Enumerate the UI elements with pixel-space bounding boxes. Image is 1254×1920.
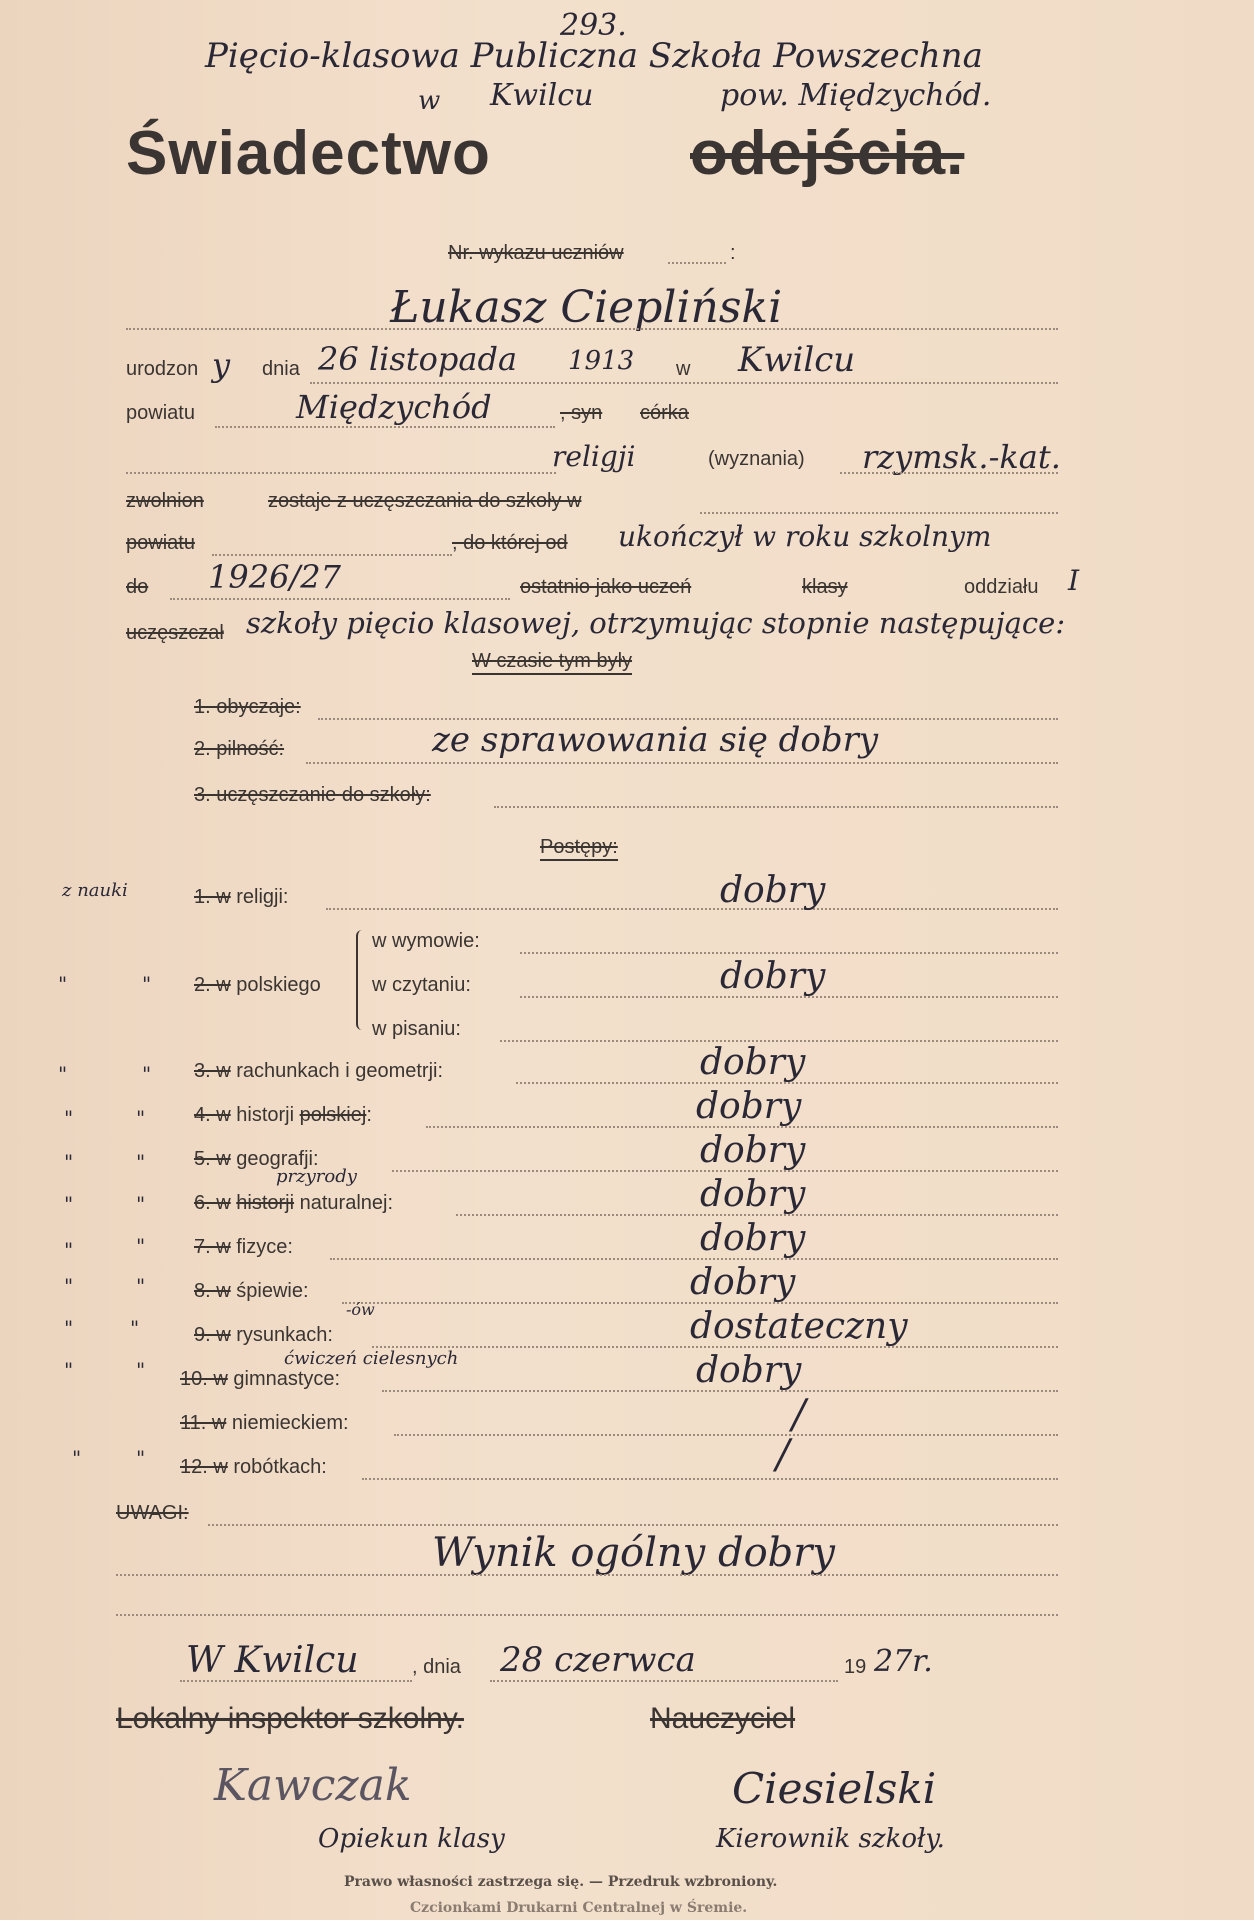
birth-place: Kwilcu	[738, 340, 856, 380]
grade-fizyce: dobry	[700, 1218, 806, 1259]
ditto-mark: "	[136, 1192, 146, 1216]
conduct-value-2: ze sprawowania się dobry	[432, 720, 879, 760]
signature-right-role: Kierownik szkoły.	[716, 1824, 945, 1854]
ostatnio-label: ostatnio jako uczeń	[520, 576, 692, 598]
ditto-mark: "	[136, 1150, 146, 1174]
dotted-line	[170, 598, 510, 600]
polski-wymowie: w wymowie:	[372, 930, 480, 952]
subject-niemieckiem: 11. w niemieckiem:	[180, 1412, 349, 1434]
przyrody-note: przyrody	[276, 1166, 357, 1187]
dotted-line	[310, 382, 1058, 384]
dotted-line	[215, 426, 555, 428]
uwagi-label: UWAGI:	[116, 1502, 189, 1524]
grade-gimnastyce: dobry	[696, 1350, 802, 1391]
corka-label: córka	[640, 402, 689, 424]
subject-gimnastyce: 10. w gimnastyce:	[180, 1368, 341, 1390]
subject-polskiego: 2. w polskiego	[194, 974, 321, 996]
ditto-mark: "	[136, 1274, 146, 1298]
dotted-line	[126, 472, 556, 474]
birth-date: 26 listopada	[318, 340, 518, 378]
teacher-label: Nauczyciel	[650, 1702, 796, 1735]
szkoly-hand: szkoły pięcio klasowej, otrzymując stopnie następujące:	[246, 606, 1066, 640]
school-year: 1926/27	[208, 558, 341, 596]
dotted-line	[116, 1574, 1058, 1576]
grade-rysunkach: dostateczny	[690, 1306, 908, 1347]
grade-niemieckiem: /	[792, 1392, 806, 1438]
grade-rachunkach: dobry	[700, 1042, 806, 1083]
ditto-mark: "	[64, 1238, 74, 1262]
subject-geografji: 5. w geografji:	[194, 1148, 319, 1170]
subject-rachunkach: 3. w rachunkach i geometrji:	[194, 1060, 444, 1082]
ditto-mark: "	[136, 1106, 146, 1130]
signature-right: Ciesielski	[732, 1764, 937, 1813]
ditto-mark: "	[64, 1106, 74, 1130]
polski-pisaniu: w pisaniu:	[372, 1018, 461, 1040]
dotted-line	[330, 1258, 1058, 1260]
ditto-mark: "	[64, 1192, 74, 1216]
grade-naturalnej: dobry	[700, 1174, 806, 1215]
nr-colon: :	[730, 242, 736, 264]
title-swiadectwo: Świadectwo	[126, 119, 491, 188]
ditto-mark: "	[136, 1234, 146, 1258]
zostaje-label: zostaje z uczęszczania do szkoły w	[268, 490, 582, 512]
ditto-mark: "	[58, 1062, 68, 1086]
nr-label: Nr. wykazu uczniów	[448, 242, 624, 264]
subject-rysunkach: 9. w rysunkach:	[194, 1324, 333, 1346]
oddzialu-label: oddziału	[964, 576, 1039, 598]
signature-left-role: Opiekun klasy	[318, 1824, 505, 1854]
religji-hand: religji	[552, 440, 636, 473]
dnia2-label: , dnia	[412, 1656, 461, 1678]
postepy-label: Postępy:	[540, 836, 618, 861]
ditto-mark: "	[142, 1062, 152, 1086]
school-name-line: Pięcio-klasowa Publiczna Szkoła Powszechna	[205, 36, 983, 76]
ukonczyl-hand: ukończył w roku szkolnym	[618, 520, 992, 553]
brace	[356, 930, 368, 1030]
ditto-mark: "	[72, 1446, 82, 1470]
urodzon-suffix: y	[212, 346, 231, 384]
w-label: w	[676, 358, 691, 380]
religion-value: rzymsk.-kat.	[862, 438, 1061, 476]
conduct-label-2: 2. pilność:	[194, 738, 285, 760]
dotted-line	[326, 908, 1058, 910]
oddzial-value: I	[1068, 564, 1080, 597]
polski-czytaniu: w czytaniu:	[372, 974, 471, 996]
general-result: Wynik ogólny dobry	[432, 1530, 835, 1576]
dotted-line	[306, 762, 1058, 764]
inspector-label: Lokalny inspektor szkolny.	[116, 1702, 464, 1735]
ditto-mark: "	[136, 1446, 146, 1470]
dotted-line	[180, 1680, 412, 1682]
dotted-line	[520, 952, 1058, 954]
dnia-label: dnia	[262, 358, 300, 380]
do-label: do	[126, 576, 149, 598]
school-w: w	[418, 86, 441, 116]
dotted-line	[116, 1614, 1058, 1616]
powiat-value: Międzychód	[296, 388, 492, 426]
powiatu-label: powiatu	[126, 402, 195, 424]
signature-left: Kawczak	[214, 1760, 412, 1811]
school-place: Kwilcu	[490, 78, 594, 113]
urodzon-label: urodzon	[126, 358, 199, 380]
grade-polskiego: dobry	[720, 956, 826, 997]
issue-year-prefix: 19	[844, 1656, 867, 1678]
ditto-mark: "	[58, 972, 68, 996]
ditto-mark: "	[64, 1358, 74, 1382]
z-nauki-note: z nauki	[62, 880, 128, 901]
cwiczen-note: ćwiczeń cielesnych	[284, 1348, 459, 1369]
school-county: pow. Międzychód.	[720, 78, 992, 113]
subject-naturalnej: 6. w historji naturalnej:	[194, 1192, 394, 1214]
issue-date: 28 czerwca	[500, 1640, 696, 1680]
issue-place: W Kwilcu	[186, 1640, 359, 1681]
grade-geografji: dobry	[700, 1130, 806, 1171]
uczeszczal-label: uczęszczał	[126, 622, 224, 644]
subject-religji: 1. w religji:	[194, 886, 289, 908]
powiatu2-label: powiatu	[126, 532, 195, 554]
subject-spiewie: 8. w śpiewie:	[194, 1280, 309, 1302]
dotted-line	[668, 262, 726, 264]
subject-fizyce: 7. w fizyce:	[194, 1236, 293, 1258]
grade-spiewie: dobry	[690, 1262, 796, 1303]
wyznania-label: (wyznania)	[708, 448, 805, 470]
grade-robotkach: /	[776, 1432, 790, 1478]
subject-robotkach: 12. w robótkach:	[180, 1456, 327, 1478]
do-ktorej-label: , do której od	[452, 532, 568, 554]
zwolnion-label: zwolnion	[126, 490, 204, 512]
document-number: 293.	[560, 8, 627, 43]
subject-historji: 4. w historji polskiej:	[194, 1104, 372, 1126]
dotted-line	[212, 554, 452, 556]
klasy-label: klasy	[802, 576, 848, 598]
birth-year: 1913	[568, 346, 635, 376]
conduct-label-3: 3. uczęszczanie do szkoły:	[194, 784, 431, 806]
conduct-label-1: 1. obyczaje:	[194, 696, 301, 718]
ditto-mark: "	[130, 1316, 140, 1340]
title-odejscia: odejścia.	[690, 119, 965, 188]
dotted-line	[840, 472, 1058, 474]
student-name: Łukasz Ciepliński	[390, 282, 783, 333]
ditto-mark: "	[64, 1150, 74, 1174]
w-czasie-label: W czasie tym były	[472, 650, 632, 675]
ditto-mark: "	[64, 1274, 74, 1298]
dotted-line	[208, 1524, 1058, 1526]
grade-religji: dobry	[720, 870, 826, 911]
dotted-line	[126, 328, 1058, 330]
ditto-mark: "	[136, 1358, 146, 1382]
dotted-line	[394, 1434, 1058, 1436]
syn-label: , syn	[560, 402, 603, 424]
dotted-line	[490, 1680, 838, 1682]
ditto-mark: "	[64, 1316, 74, 1340]
ditto-mark: "	[142, 972, 152, 996]
dotted-line	[362, 1478, 1058, 1480]
footer-copyright: Prawo własności zastrzega się. — Przedruk wzbroniony.	[344, 1874, 778, 1890]
dotted-line	[494, 806, 1058, 808]
grade-historji: dobry	[696, 1086, 802, 1127]
ow-note: -ów	[346, 1300, 375, 1319]
issue-year: 27r.	[874, 1644, 933, 1679]
dotted-line	[700, 512, 1058, 514]
footer-printer: Czcionkami Drukarni Centralnej w Śremie.	[410, 1900, 748, 1916]
